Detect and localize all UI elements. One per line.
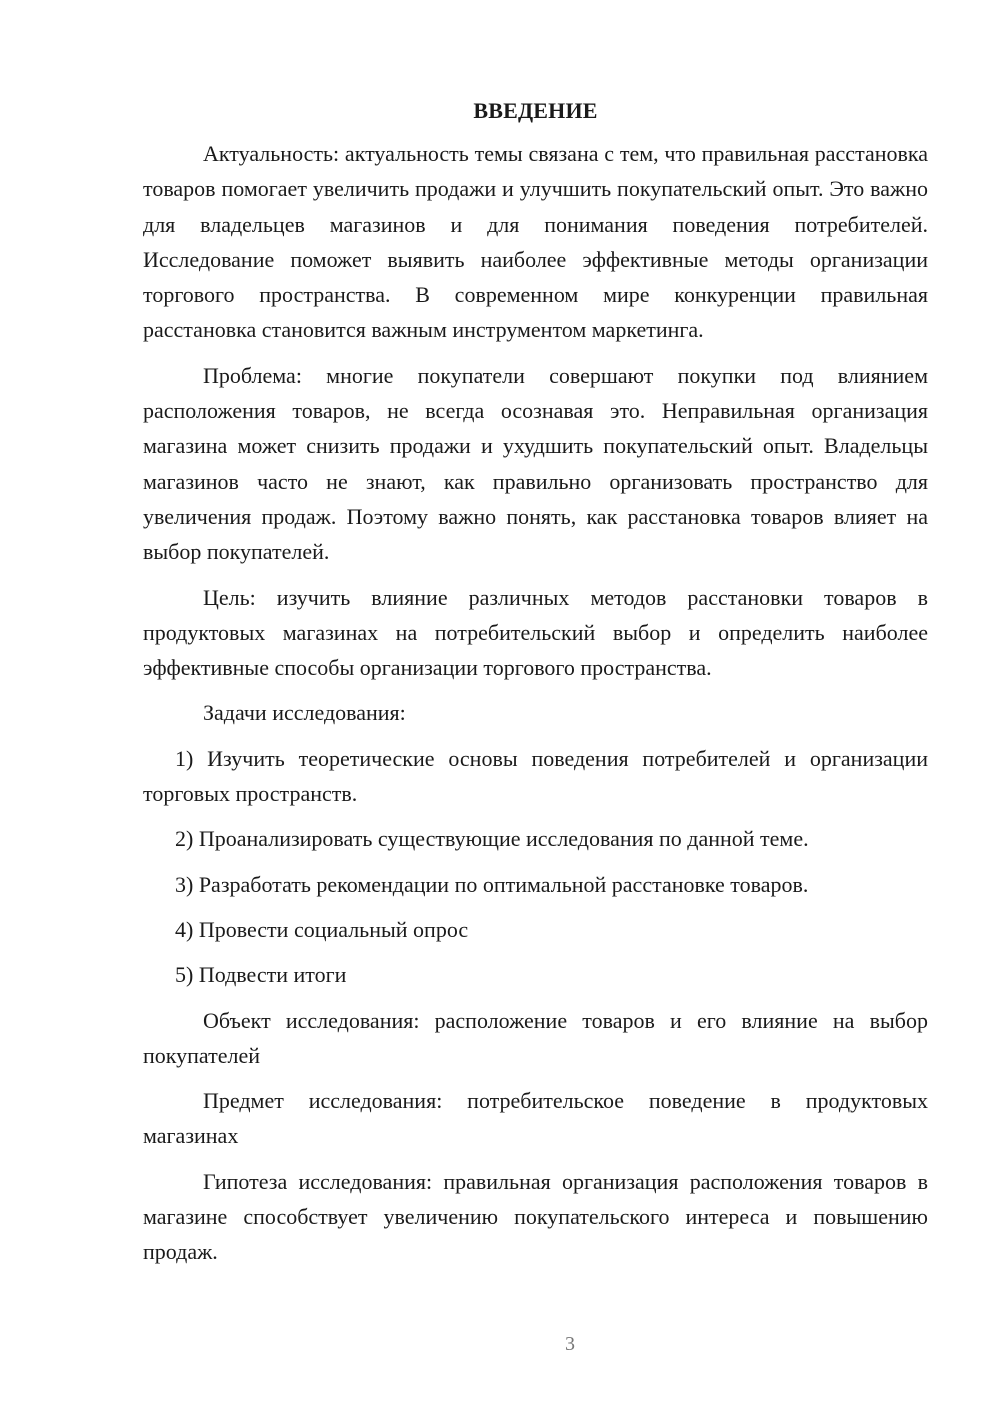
paragraph-goal: Цель: изучить влияние различных методов расстановки товаров в продуктовых магазинах на потребительский выбор и определить наиболее эффективные способы организации торгового пространства. <box>143 584 928 681</box>
tasks-title: Задачи исследования: <box>203 700 406 726</box>
task-item-1: 1) Изучить теоретические основы поведения потребителей и организации торговых пространств. <box>143 745 928 807</box>
section-heading: ВВЕДЕНИЕ <box>473 98 598 123</box>
task-item-2: 2) Проанализировать существующие исследования по данной теме. <box>175 826 809 852</box>
document-body <box>143 96 928 1280</box>
task-item-5: 5) Подвести итоги <box>175 962 347 988</box>
paragraph-hypothesis: Гипотеза исследования: правильная организация расположения товаров в магазине способствует увеличению покупательского интереса и повышению продаж. <box>143 1168 928 1265</box>
task-item-4: 4) Провести социальный опрос <box>175 916 469 942</box>
paragraph-subject: Предмет исследования: потребительское поведение в продуктовых магазинах <box>143 1088 928 1149</box>
paragraph-relevance: Актуальность: актуальность темы связана с тем, что правильная расстановка товаров помогает увеличить продажи и улучшить покупательский опыт. Это важно для владельцев магазинов и для понимания поведения потребителей. Исследование поможет выявить наиболее эффективные методы организации торгового пространства. В современном мире конкуренции правильная расстановка становится важным инструментом маркетинга. <box>143 141 928 343</box>
task-item-3: 3) Разработать рекомендации по оптимальной расстановке товаров. <box>175 871 809 897</box>
paragraph-problem: Проблема: многие покупатели совершают покупки под влиянием расположения товаров, не всегда осознавая это. Неправильная организация магазина может снизить продажи и ухудшить покупательский опыт. Владельцы магазинов часто не знают, как правильно организовать пространство для увеличения продаж. Поэтому важно понять, как расстановка товаров влияет на выбор покупателей. <box>143 362 928 565</box>
page-number: 3 <box>565 1333 575 1355</box>
paragraph-object: Объект исследования: расположение товаров и его влияние на выбор покупателей <box>143 1007 928 1068</box>
